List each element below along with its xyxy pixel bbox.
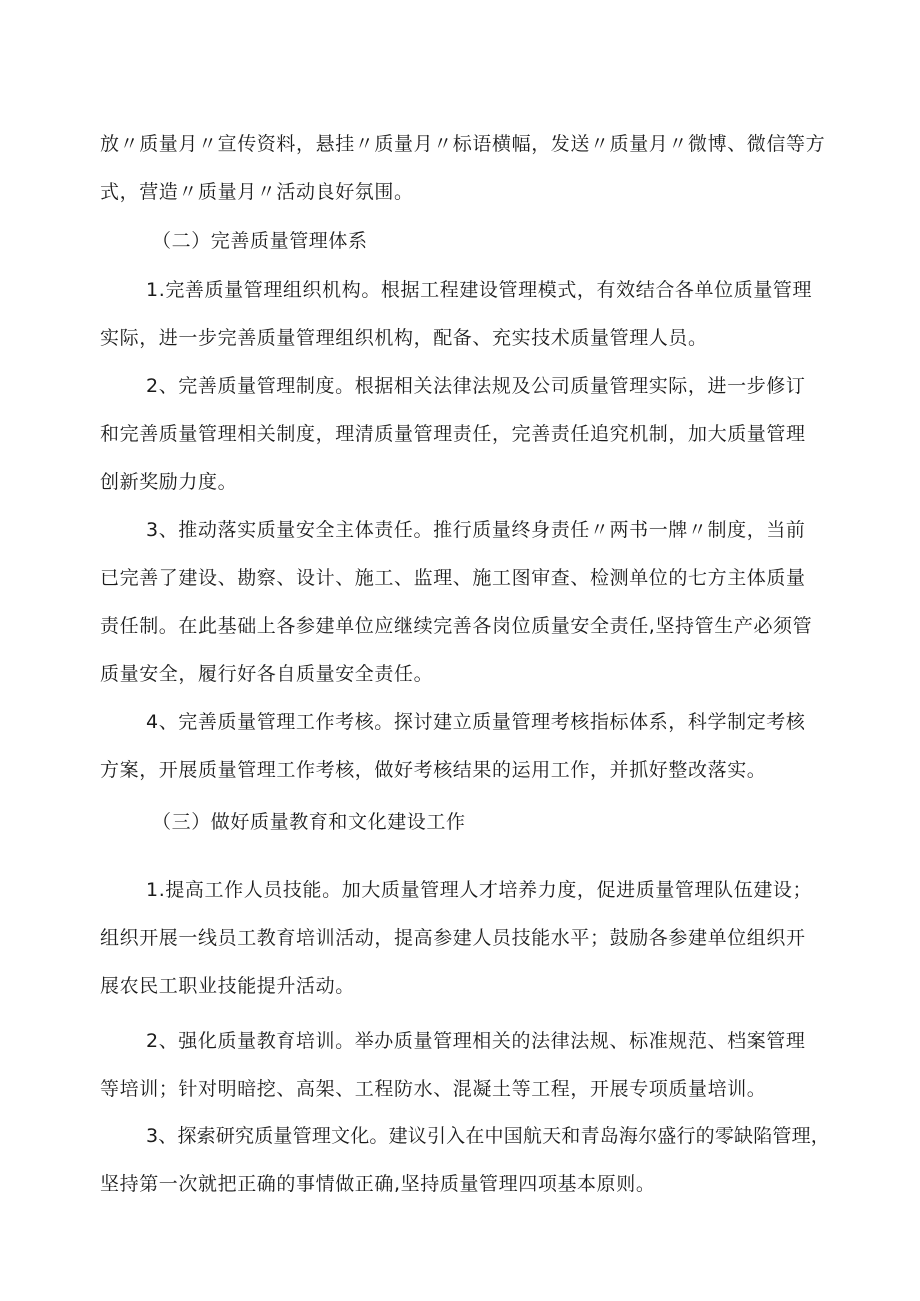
paragraph-3-1 <box>100 866 830 1010</box>
paragraph-2-3 <box>100 506 830 698</box>
text-line: 和完善质量管理相关制度，理清质量管理责任，完善责任追究机制，加大质量管理 <box>100 423 806 445</box>
text-line: 创新奖励力度。 <box>100 471 238 493</box>
text-line: 2、完善质量管理制度。根据相关法律法规及公司质量管理实际，进一步修订 <box>146 375 806 397</box>
paragraph-3-3 <box>100 1112 830 1208</box>
paragraph-2-2 <box>100 362 830 506</box>
text-line: 4、完善质量管理工作考核。探讨建立质量管理考核指标体系，科学制定考核 <box>146 711 806 733</box>
text-line: 责任制。在此基础上各参建单位应继续完善各岗位质量安全责任,坚持管生产必须管 <box>100 615 813 637</box>
text-line: 坚持第一次就把正确的事情做正确,坚持质量管理四项基本原则。 <box>100 1173 656 1195</box>
text-line: 方案，开展质量管理工作考核，做好考核结果的运用工作，并抓好整改落实。 <box>100 759 767 781</box>
text-line: 实际，进一步完善质量管理组织机构，配备、充实技术质量管理人员。 <box>100 327 708 349</box>
section-heading-2: （二）完善质量管理体系 <box>152 230 368 252</box>
text-line: 放〃质量月〃宣传资料，悬挂〃质量月〃标语横幅，发送〃质量月〃微博、微信等方 <box>100 133 826 155</box>
text-line: 已完善了建设、勘察、设计、施工、监理、施工图审查、检测单位的七方主体质量 <box>100 567 806 589</box>
paragraph-quality-month-promotion <box>100 120 830 216</box>
section-heading-3: （三）做好质量教育和文化建设工作 <box>152 811 466 833</box>
text-line: 3、推动落实质量安全主体责任。推行质量终身责任〃两书一牌〃制度，当前 <box>146 519 806 541</box>
paragraph-2-4 <box>100 698 830 794</box>
text-line: 组织开展一线员工教育培训活动，提高参建人员技能水平；鼓励各参建单位组织开 <box>100 927 806 949</box>
text-line: 2、强化质量教育培训。举办质量管理相关的法律法规、标准规范、档案管理 <box>146 1030 806 1052</box>
text-line: 质量安全，履行好各自质量安全责任。 <box>100 663 434 685</box>
text-line: 1.完善质量管理组织机构。根据工程建设管理模式，有效结合各单位质量管理 <box>146 279 813 301</box>
text-line: 式，营造〃质量月〃活动良好氛围。 <box>100 181 414 203</box>
text-line: 等培训；针对明暗挖、高架、工程防水、混凝土等工程，开展专项质量培训。 <box>100 1078 767 1100</box>
text-line: 3、探索研究质量管理文化。建议引入在中国航天和青岛海尔盛行的零缺陷管理， <box>146 1125 830 1147</box>
text-line: 展农民工职业技能提升活动。 <box>100 975 355 997</box>
paragraph-2-1 <box>100 266 830 362</box>
paragraph-3-2 <box>100 1017 830 1113</box>
text-line: 1.提高工作人员技能。加大质量管理人才培养力度，促进质量管理队伍建设； <box>146 879 813 901</box>
